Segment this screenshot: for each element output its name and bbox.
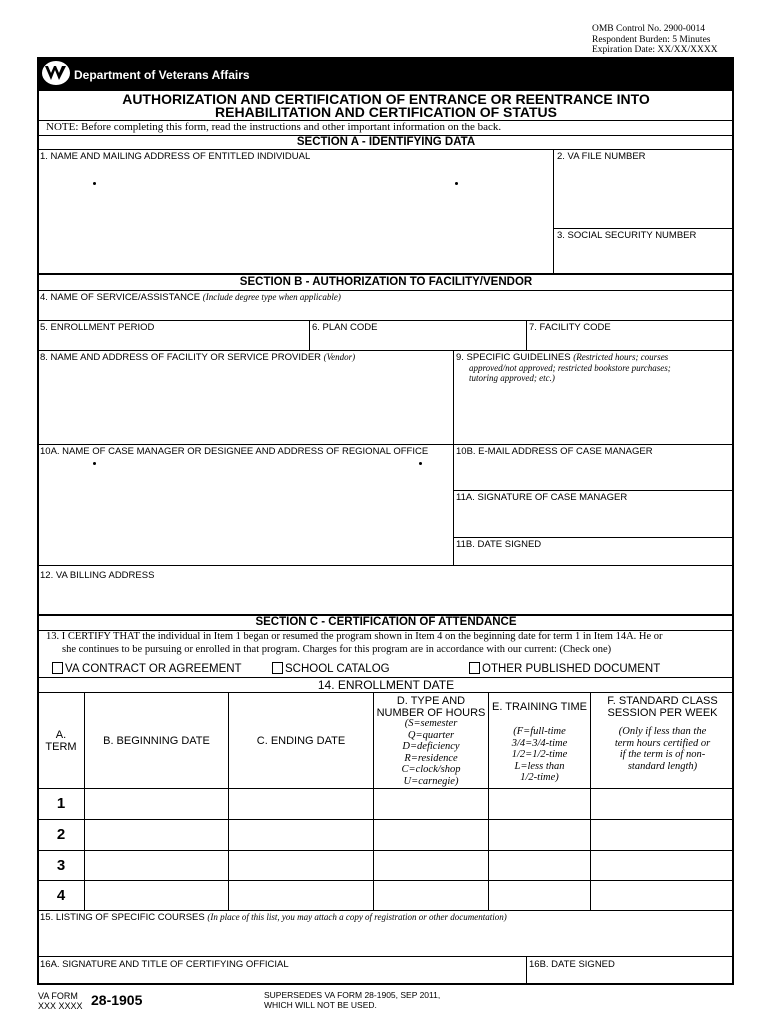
item-12-label: 12. VA BILLING ADDRESS [40,570,155,581]
item-6-label: 6. PLAN CODE [312,322,378,333]
legend-q: Q=quarter [407,729,455,741]
checkbox[interactable] [272,662,283,674]
marker-dot [455,182,458,185]
term-2-hours[interactable] [375,821,487,849]
form-number: 28-1905 [91,992,143,1008]
term-number-1: 1 [56,795,66,812]
col-training-time-legend [489,726,590,784]
legend-12: 1/2=1/2-time [511,749,568,760]
case-manager-signature-field[interactable] [455,504,732,536]
title-line-1: AUTHORIZATION AND CERTIFICATION OF ENTRANCE OR REENTRANCE INTO [122,91,650,107]
name-address-field[interactable] [39,164,551,272]
title-line-2: REHABILITATION AND CERTIFICATION OF STATUS [215,104,557,120]
term-4-beginning-date[interactable] [86,882,227,909]
specific-guidelines-field[interactable] [455,386,732,443]
term-3-hours[interactable] [375,852,487,879]
note-text: NOTE: Before completing this form, read the instructions and other important information on the back. [46,121,502,133]
item-14-title: 14. ENROLLMENT DATE [317,678,455,692]
item-13-text [46,631,663,656]
item-10a-label: 10A. NAME OF CASE MANAGER OR DESIGNEE AND ADDRESS OF REGIONAL OFFICE [40,446,429,457]
term-1-beginning-date[interactable] [86,790,227,818]
item-8-label [40,352,355,363]
billing-address-field[interactable] [39,582,732,613]
item-4-text: 4. NAME OF SERVICE/ASSISTANCE [40,292,201,303]
item-11b-label: 11B. DATE SIGNED [456,539,542,550]
term-1-ending-date[interactable] [230,790,372,818]
enrollment-period-field[interactable] [39,334,307,349]
legend-34: 3/4=3/4-time [511,737,568,749]
ssn-field[interactable] [555,243,732,272]
legend-f-4: standard length) [627,760,698,772]
item-16a-label: 16A. SIGNATURE AND TITLE OF CERTIFYING OFFICIAL [40,959,289,970]
term-2-beginning-date[interactable] [86,821,227,849]
item-4-note: (Include degree type when applicable) [202,292,341,302]
va-file-number-field[interactable] [555,164,732,226]
option-va-contract[interactable] [52,662,242,675]
legend-s: (S=semester [404,718,458,729]
case-manager-field[interactable] [39,458,451,564]
term-3-class-session[interactable] [592,852,732,879]
item-4-label [40,292,341,303]
item-11a-label: 11A. SIGNATURE OF CASE MANAGER [456,492,628,503]
col-ending-date-header: C. ENDING DATE [256,735,346,747]
respondent-burden: Respondent Burden: 5 Minutes [592,34,711,45]
legend-f: (F=full-time [513,726,566,737]
specific-courses-field[interactable] [39,924,732,955]
legend-f-1: (Only if less than the [618,726,707,737]
facility-code-field[interactable] [528,334,732,349]
footer-va-form [38,991,83,1011]
supersedes-line-2: WHICH WILL NOT BE USED. [264,999,377,1010]
item-3-label: 3. SOCIAL SECURITY NUMBER [557,230,697,241]
va-form-label: VA FORM [38,991,78,1001]
col-term-label: TERM [45,741,77,753]
facility-provider-field[interactable] [39,366,451,443]
term-1-training-time[interactable] [490,790,589,818]
term-number-2: 2 [56,826,66,843]
col-standard-class-legend [591,726,734,772]
col-d-line-2: NUMBER OF HOURS [376,707,486,719]
item-13-line-1: 13. I CERTIFY THAT the individual in Item 1 began or resumed the program shown in Item 4 on the beginning date for term 1 in Item 14A. He or [46,631,663,642]
term-2-ending-date[interactable] [230,821,372,849]
term-4-class-session[interactable] [592,882,732,909]
form-title [38,93,734,119]
supersedes-note [264,991,440,1010]
date-signed-16b-field[interactable] [528,971,732,983]
item-1-label: 1. NAME AND MAILING ADDRESS OF ENTITLED INDIVIDUAL [40,151,311,162]
department-header [37,57,734,90]
marker-dot [93,182,96,185]
legend-r: R=residence [404,752,458,764]
omb-control: OMB Control No. 2900-0014 [592,24,705,34]
col-term-a: A. [55,729,67,741]
legend-d: D=deficiency [402,741,460,752]
item-9-note-1: (Restricted hours; courses [573,352,669,362]
form-date-code: XXX XXXX [38,1001,83,1011]
item-9-note-2: approved/not approved; restricted bookstore purchases; [469,363,671,373]
term-number-4: 4 [56,887,66,904]
checkbox[interactable] [469,662,480,674]
legend-u: U=carnegie) [403,775,459,787]
certifying-official-signature-field[interactable] [39,971,524,983]
item-15-text: 15. LISTING OF SPECIFIC COURSES [40,912,205,923]
term-3-beginning-date[interactable] [86,852,227,879]
option-other-document-label: OTHER PUBLISHED DOCUMENT [482,663,661,675]
item-9-text: 9. SPECIFIC GUIDELINES [456,352,571,363]
term-3-ending-date[interactable] [230,852,372,879]
term-2-class-session[interactable] [592,821,732,849]
term-4-ending-date[interactable] [230,882,372,909]
option-other-document[interactable] [469,662,660,675]
legend-f-2: term hours certified or [614,737,711,749]
term-4-hours[interactable] [375,882,487,909]
item-9-note-3: tutoring approved; etc.) [469,373,555,383]
item-15-label [40,912,507,923]
term-4-training-time[interactable] [490,882,589,909]
item-15-note: (In place of this list, you may attach a copy of registration or other documentation) [207,912,507,922]
item-8-note: (Vendor) [323,352,356,362]
col-beginning-date-header: B. BEGINNING DATE [103,735,210,747]
section-b-title: SECTION B - AUTHORIZATION TO FACILITY/VENDOR [239,276,533,288]
item-16b-label: 16B. DATE SIGNED [529,959,615,970]
email-field[interactable] [455,458,732,489]
term-2-training-time[interactable] [490,821,589,849]
date-signed-11b-field[interactable] [455,551,732,564]
service-assistance-field[interactable] [39,303,732,319]
expiration-date: Expiration Date: XX/XX/XXXX [592,45,718,55]
legend-l: L=less than [514,760,565,772]
item-13-line-2: she continues to be pursuing or enrolled in that program. Charges for this program are in accordance with our current: (Check one) [62,643,612,655]
option-school-catalog-label: SCHOOL CATALOG [285,663,390,675]
col-term-header [38,729,84,753]
section-c-title: SECTION C - CERTIFICATION OF ATTENDANCE [255,616,517,628]
department-name: Department of Veterans Affairs [74,68,250,82]
item-9-label [456,352,726,383]
term-3-training-time[interactable] [490,852,589,879]
supersedes-line-1: SUPERSEDES VA FORM 28-1905, SEP 2011, [264,990,441,1000]
item-2-label: 2. VA FILE NUMBER [557,151,646,162]
omb-block [592,24,718,56]
item-10b-label: 10B. E-MAIL ADDRESS OF CASE MANAGER [456,446,653,457]
col-d-line-1: D. TYPE AND [396,695,466,707]
option-va-contract-label: VA CONTRACT OR AGREEMENT [65,663,242,675]
term-number-3: 3 [56,857,66,874]
legend-l2: 1/2-time) [520,772,559,783]
col-standard-class-header [591,695,734,719]
col-f-line-1: F. STANDARD CLASS [607,695,718,707]
legend-f-3: if the term is of non- [619,749,706,760]
va-logo-icon [41,60,71,86]
item-7-label: 7. FACILITY CODE [529,322,611,333]
col-f-line-2: SESSION PER WEEK [607,707,718,719]
col-type-hours-header [374,695,488,719]
col-type-hours-legend [374,718,488,787]
term-1-hours[interactable] [375,790,487,818]
item-5-label: 5. ENROLLMENT PERIOD [40,322,155,333]
checkbox[interactable] [52,662,63,674]
item-8-text: 8. NAME AND ADDRESS OF FACILITY OR SERVICE PROVIDER [40,352,322,363]
legend-c: C=clock/shop [401,764,461,775]
col-training-time-header: E. TRAINING TIME [492,701,587,713]
section-a-title: SECTION A - IDENTIFYING DATA [296,136,476,148]
option-school-catalog[interactable] [272,662,390,675]
plan-code-field[interactable] [311,334,524,349]
term-1-class-session[interactable] [592,790,732,818]
